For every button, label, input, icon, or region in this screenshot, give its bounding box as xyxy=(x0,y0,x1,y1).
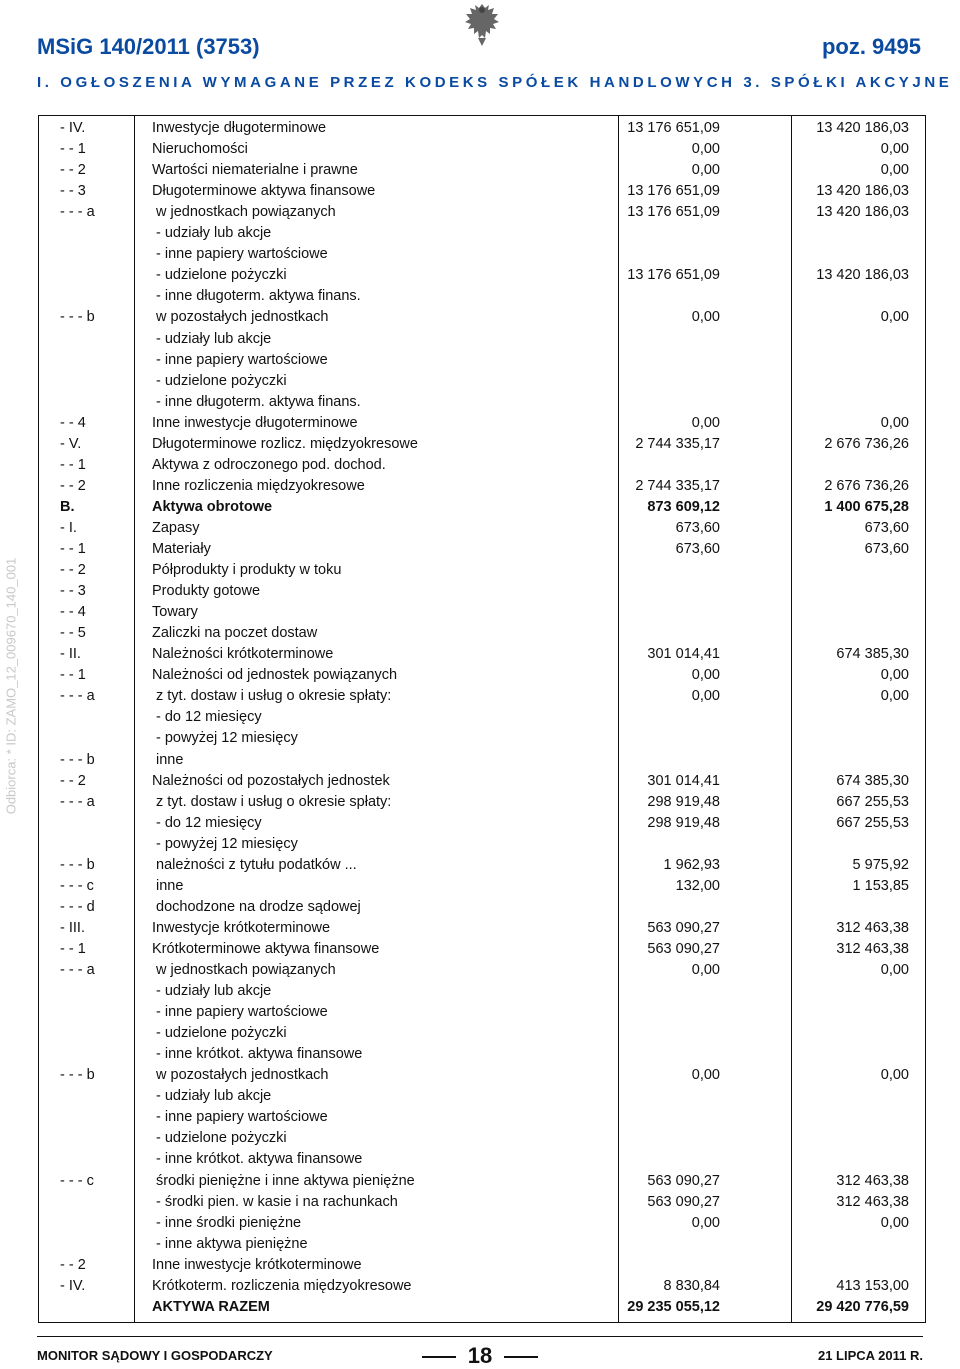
row-code: - - 2 xyxy=(60,1256,86,1273)
row-code: - V. xyxy=(60,435,82,452)
value-current-year: 1 400 675,28 xyxy=(824,498,909,515)
row-code: - IV. xyxy=(60,120,86,136)
row-label: - inne papiery wartościowe xyxy=(156,1004,328,1021)
value-current-year: 312 463,38 xyxy=(836,940,909,957)
row-label: należności z tytułu podatków ... xyxy=(156,856,357,873)
issue-number: MSiG 140/2011 (3753) xyxy=(37,34,260,59)
row-code: - - 2 xyxy=(60,477,86,494)
table-row xyxy=(39,813,925,834)
row-label: - środki pien. w kasie i na rachunkach xyxy=(156,1193,398,1210)
value-prev-year: 0,00 xyxy=(691,688,720,705)
value-current-year: 667 255,53 xyxy=(836,793,909,810)
value-current-year: 0,00 xyxy=(880,688,909,705)
row-code: - - 2 xyxy=(60,772,86,789)
value-current-year: 13 420 186,03 xyxy=(816,204,909,221)
row-label: Zapasy xyxy=(152,519,200,536)
table-row xyxy=(39,855,925,876)
table-row xyxy=(39,1065,925,1086)
row-label: Należności od pozostałych jednostek xyxy=(152,772,390,789)
row-label: AKTYWA RAZEM xyxy=(152,1298,270,1315)
value-prev-year: 563 090,27 xyxy=(647,919,720,936)
row-label: w jednostkach powiązanych xyxy=(156,962,336,978)
row-code: B. xyxy=(60,498,75,515)
table-row xyxy=(39,560,925,581)
row-label: Należności krótkoterminowe xyxy=(152,646,334,663)
row-code: - - 3 xyxy=(60,583,86,600)
table-row xyxy=(39,602,925,623)
value-current-year: 312 463,38 xyxy=(836,1193,909,1210)
table-row xyxy=(39,181,925,202)
value-current-year: 2 676 736,26 xyxy=(824,477,909,494)
value-prev-year: 13 176 651,09 xyxy=(627,204,720,221)
row-label: dochodzone na drodze sądowej xyxy=(156,898,361,915)
value-current-year: 312 463,38 xyxy=(836,1172,909,1189)
table-row xyxy=(39,392,925,413)
table-row xyxy=(39,665,925,686)
value-current-year: 674 385,30 xyxy=(836,772,909,789)
table-row xyxy=(39,286,925,307)
table-row xyxy=(39,1297,925,1318)
value-prev-year: 563 090,27 xyxy=(647,940,720,957)
table-row xyxy=(39,771,925,792)
value-prev-year: 13 176 651,09 xyxy=(627,120,720,136)
section-title: I. OGŁOSZENIA WYMAGANE PRZEZ KODEKS SPÓŁEK HANDLOWYCH 3. SPÓŁKI AKCYJNE xyxy=(37,74,953,91)
row-label: - udziały lub akcje xyxy=(156,225,272,242)
table-row xyxy=(39,1276,925,1297)
row-code: - II. xyxy=(60,646,81,663)
table-row xyxy=(39,307,925,328)
row-label: - inne krótkot. aktywa finansowe xyxy=(156,1046,363,1063)
row-code: - - 1 xyxy=(60,667,86,684)
row-label: Długoterminowe rozlicz. międzyokresowe xyxy=(152,435,418,452)
row-label: środki pieniężne i inne aktywa pieniężne xyxy=(156,1172,415,1189)
row-code: - - - a xyxy=(60,204,95,221)
row-label: - powyżej 12 miesięcy xyxy=(156,730,298,747)
value-current-year: 312 463,38 xyxy=(836,919,909,936)
value-prev-year: 0,00 xyxy=(691,667,720,684)
row-label: Inne inwestycje długoterminowe xyxy=(152,414,358,431)
table-row xyxy=(39,960,925,981)
row-label: Towary xyxy=(152,604,198,621)
watermark-text: Odbiorca: * ID: ZAMO_12_009670_140_001 xyxy=(3,557,19,815)
value-current-year: 0,00 xyxy=(880,962,909,978)
row-label: - inne krótkot. aktywa finansowe xyxy=(156,1151,363,1168)
row-code: - - - a xyxy=(60,793,95,810)
row-label: Inne inwestycje krótkoterminowe xyxy=(152,1256,362,1273)
value-current-year: 0,00 xyxy=(880,667,909,684)
row-label: Półprodukty i produkty w toku xyxy=(152,562,342,579)
table-row xyxy=(39,1023,925,1044)
row-label: - udzielone pożyczki xyxy=(156,1025,287,1042)
row-label: - udzielone pożyczki xyxy=(156,1130,287,1147)
recipient-watermark xyxy=(2,536,20,836)
table-row xyxy=(39,981,925,1002)
value-current-year: 2 676 736,26 xyxy=(824,435,909,452)
balance-sheet-table xyxy=(38,115,926,1323)
table-row xyxy=(39,476,925,497)
row-code: - - - b xyxy=(60,1067,95,1084)
row-code: - - 2 xyxy=(60,162,86,179)
value-current-year: 0,00 xyxy=(880,1067,909,1084)
row-label: - do 12 miesięcy xyxy=(156,709,262,726)
value-current-year: 5 975,92 xyxy=(852,856,909,873)
table-row xyxy=(39,539,925,560)
table-row xyxy=(39,455,925,476)
row-label: - inne papiery wartościowe xyxy=(156,246,328,263)
row-label: Materiały xyxy=(152,541,211,557)
table-row xyxy=(39,202,925,223)
row-label: - inne papiery wartościowe xyxy=(156,1109,328,1126)
row-code: - - - b xyxy=(60,309,95,326)
row-label: - inne papiery wartościowe xyxy=(156,351,328,368)
table-row xyxy=(39,686,925,707)
value-prev-year: 673,60 xyxy=(675,541,720,557)
table-row xyxy=(39,1128,925,1149)
value-prev-year: 0,00 xyxy=(691,414,720,431)
value-prev-year: 132,00 xyxy=(675,877,720,894)
row-code: - - 4 xyxy=(60,414,86,431)
value-prev-year: 298 919,48 xyxy=(647,814,720,831)
row-label: z tyt. dostaw i usług o okresie spłaty: xyxy=(156,688,392,705)
value-current-year: 673,60 xyxy=(864,519,909,536)
value-prev-year: 0,00 xyxy=(691,1214,720,1231)
row-code: - IV. xyxy=(60,1277,86,1294)
row-label: - udzielone pożyczki xyxy=(156,372,287,389)
value-current-year: 667 255,53 xyxy=(836,814,909,831)
row-label: Inne rozliczenia międzyokresowe xyxy=(152,477,365,494)
table-row xyxy=(39,1213,925,1234)
table-row xyxy=(39,1192,925,1213)
table-row xyxy=(39,497,925,518)
table-row xyxy=(39,834,925,855)
row-label: - udziały lub akcje xyxy=(156,330,272,347)
table-row xyxy=(39,623,925,644)
value-current-year: 13 420 186,03 xyxy=(816,183,909,200)
value-prev-year: 0,00 xyxy=(691,162,720,179)
footer-divider xyxy=(37,1336,923,1337)
page-number xyxy=(0,1343,960,1369)
row-label: - udziały lub akcje xyxy=(156,1088,272,1105)
table-row xyxy=(39,118,925,139)
value-current-year: 674 385,30 xyxy=(836,646,909,663)
row-label: - inne długoterm. aktywa finans. xyxy=(156,288,361,305)
row-code: - - - a xyxy=(60,688,95,705)
row-code: - - - d xyxy=(60,898,95,915)
value-current-year: 673,60 xyxy=(864,541,909,557)
value-current-year: 0,00 xyxy=(880,309,909,326)
value-prev-year: 301 014,41 xyxy=(647,646,720,663)
row-code: - - - c xyxy=(60,877,94,894)
table-row xyxy=(39,707,925,728)
row-label: w jednostkach powiązanych xyxy=(156,204,336,221)
value-prev-year: 0,00 xyxy=(691,1067,720,1084)
table-row xyxy=(39,1107,925,1128)
row-code: - - - b xyxy=(60,751,95,768)
table-row xyxy=(39,897,925,918)
table-row xyxy=(39,434,925,455)
table-row xyxy=(39,918,925,939)
row-code: - - 3 xyxy=(60,183,86,200)
row-label: Należności od jednostek powiązanych xyxy=(152,667,398,684)
table-row xyxy=(39,939,925,960)
row-label: - do 12 miesięcy xyxy=(156,814,262,831)
row-code: - - 1 xyxy=(60,940,86,957)
row-code: - - - b xyxy=(60,856,95,873)
value-prev-year: 873 609,12 xyxy=(647,498,720,515)
row-label: Krótkoterminowe aktywa finansowe xyxy=(152,940,380,957)
row-label: Inwestycje długoterminowe xyxy=(152,120,327,136)
row-label: Aktywa obrotowe xyxy=(152,498,273,515)
row-code: - III. xyxy=(60,919,85,936)
table-row xyxy=(39,1044,925,1065)
value-current-year: 13 420 186,03 xyxy=(816,120,909,136)
value-prev-year: 13 176 651,09 xyxy=(627,267,720,284)
publication-name: MONITOR SĄDOWY I GOSPODARCZY xyxy=(37,1348,273,1363)
table-row xyxy=(39,1149,925,1170)
value-current-year: 13 420 186,03 xyxy=(816,267,909,284)
row-label: Inwestycje krótkoterminowe xyxy=(152,919,331,936)
value-prev-year: 0,00 xyxy=(691,141,720,158)
row-label: Produkty gotowe xyxy=(152,583,261,600)
row-label: - udzielone pożyczki xyxy=(156,267,287,284)
row-code: - I. xyxy=(60,519,77,536)
value-prev-year: 29 235 055,12 xyxy=(627,1298,720,1315)
row-label: Zaliczki na poczet dostaw xyxy=(152,625,318,642)
table-row xyxy=(39,223,925,244)
row-label: - udziały lub akcje xyxy=(156,983,272,1000)
table-row xyxy=(39,329,925,350)
value-prev-year: 673,60 xyxy=(675,519,720,536)
table-row xyxy=(39,750,925,771)
table-row xyxy=(39,876,925,897)
row-label: - inne długoterm. aktywa finans. xyxy=(156,393,361,410)
table-row xyxy=(39,1086,925,1107)
value-prev-year: 8 830,84 xyxy=(663,1277,720,1294)
row-label: w pozostałych jednostkach xyxy=(156,309,329,326)
table-row xyxy=(39,581,925,602)
table-row xyxy=(39,350,925,371)
table-row xyxy=(39,1255,925,1276)
row-label: Nieruchomości xyxy=(152,141,248,158)
table-row xyxy=(39,1002,925,1023)
row-label: inne xyxy=(156,877,184,894)
value-current-year: 0,00 xyxy=(880,162,909,179)
row-code: - - - a xyxy=(60,962,95,978)
row-code: - - 1 xyxy=(60,141,86,158)
value-prev-year: 563 090,27 xyxy=(647,1172,720,1189)
row-code: - - - c xyxy=(60,1172,94,1189)
table-row xyxy=(39,728,925,749)
row-label: - inne aktywa pieniężne xyxy=(156,1235,308,1252)
row-label: - powyżej 12 miesięcy xyxy=(156,835,298,852)
table-row xyxy=(39,1171,925,1192)
row-label: w pozostałych jednostkach xyxy=(156,1067,329,1084)
table-row xyxy=(39,413,925,434)
row-code: - - 1 xyxy=(60,541,86,557)
value-prev-year: 13 176 651,09 xyxy=(627,183,720,200)
table-row xyxy=(39,792,925,813)
table-row xyxy=(39,644,925,665)
value-prev-year: 298 919,48 xyxy=(647,793,720,810)
value-current-year: 413 153,00 xyxy=(836,1277,909,1294)
value-prev-year: 563 090,27 xyxy=(647,1193,720,1210)
row-code: - - 4 xyxy=(60,604,86,621)
value-current-year: 1 153,85 xyxy=(852,877,909,894)
value-prev-year: 2 744 335,17 xyxy=(635,435,720,452)
table-row xyxy=(39,371,925,392)
value-prev-year: 301 014,41 xyxy=(647,772,720,789)
table-row xyxy=(39,518,925,539)
value-current-year: 29 420 776,59 xyxy=(816,1298,909,1315)
row-label: - inne środki pieniężne xyxy=(156,1214,302,1231)
table-row xyxy=(39,139,925,160)
row-label: Krótkoterm. rozliczenia międzyokresowe xyxy=(152,1277,412,1294)
page-number-text: 18 xyxy=(467,1343,493,1368)
row-label: inne xyxy=(156,751,184,768)
value-prev-year: 0,00 xyxy=(691,309,720,326)
row-label: Aktywa z odroczonego pod. dochod. xyxy=(152,456,386,473)
table-row xyxy=(39,244,925,265)
table-row xyxy=(39,160,925,181)
publication-date: 21 LIPCA 2011 R. xyxy=(817,1348,923,1363)
row-code: - - 1 xyxy=(60,456,86,473)
value-prev-year: 2 744 335,17 xyxy=(635,477,720,494)
row-label: z tyt. dostaw i usług o okresie spłaty: xyxy=(156,793,392,810)
value-current-year: 0,00 xyxy=(880,414,909,431)
row-label: Długoterminowe aktywa finansowe xyxy=(152,183,376,200)
row-code: - - 5 xyxy=(60,625,86,642)
table-row xyxy=(39,265,925,286)
value-prev-year: 1 962,93 xyxy=(663,856,720,873)
table-row xyxy=(39,1234,925,1255)
row-label: Wartości niematerialne i prawne xyxy=(152,162,358,179)
row-code: - - 2 xyxy=(60,562,86,579)
value-current-year: 0,00 xyxy=(880,141,909,158)
position-number: poz. 9495 xyxy=(821,34,921,59)
value-prev-year: 0,00 xyxy=(691,962,720,978)
polish-eagle-emblem xyxy=(463,0,501,50)
value-current-year: 0,00 xyxy=(880,1214,909,1231)
